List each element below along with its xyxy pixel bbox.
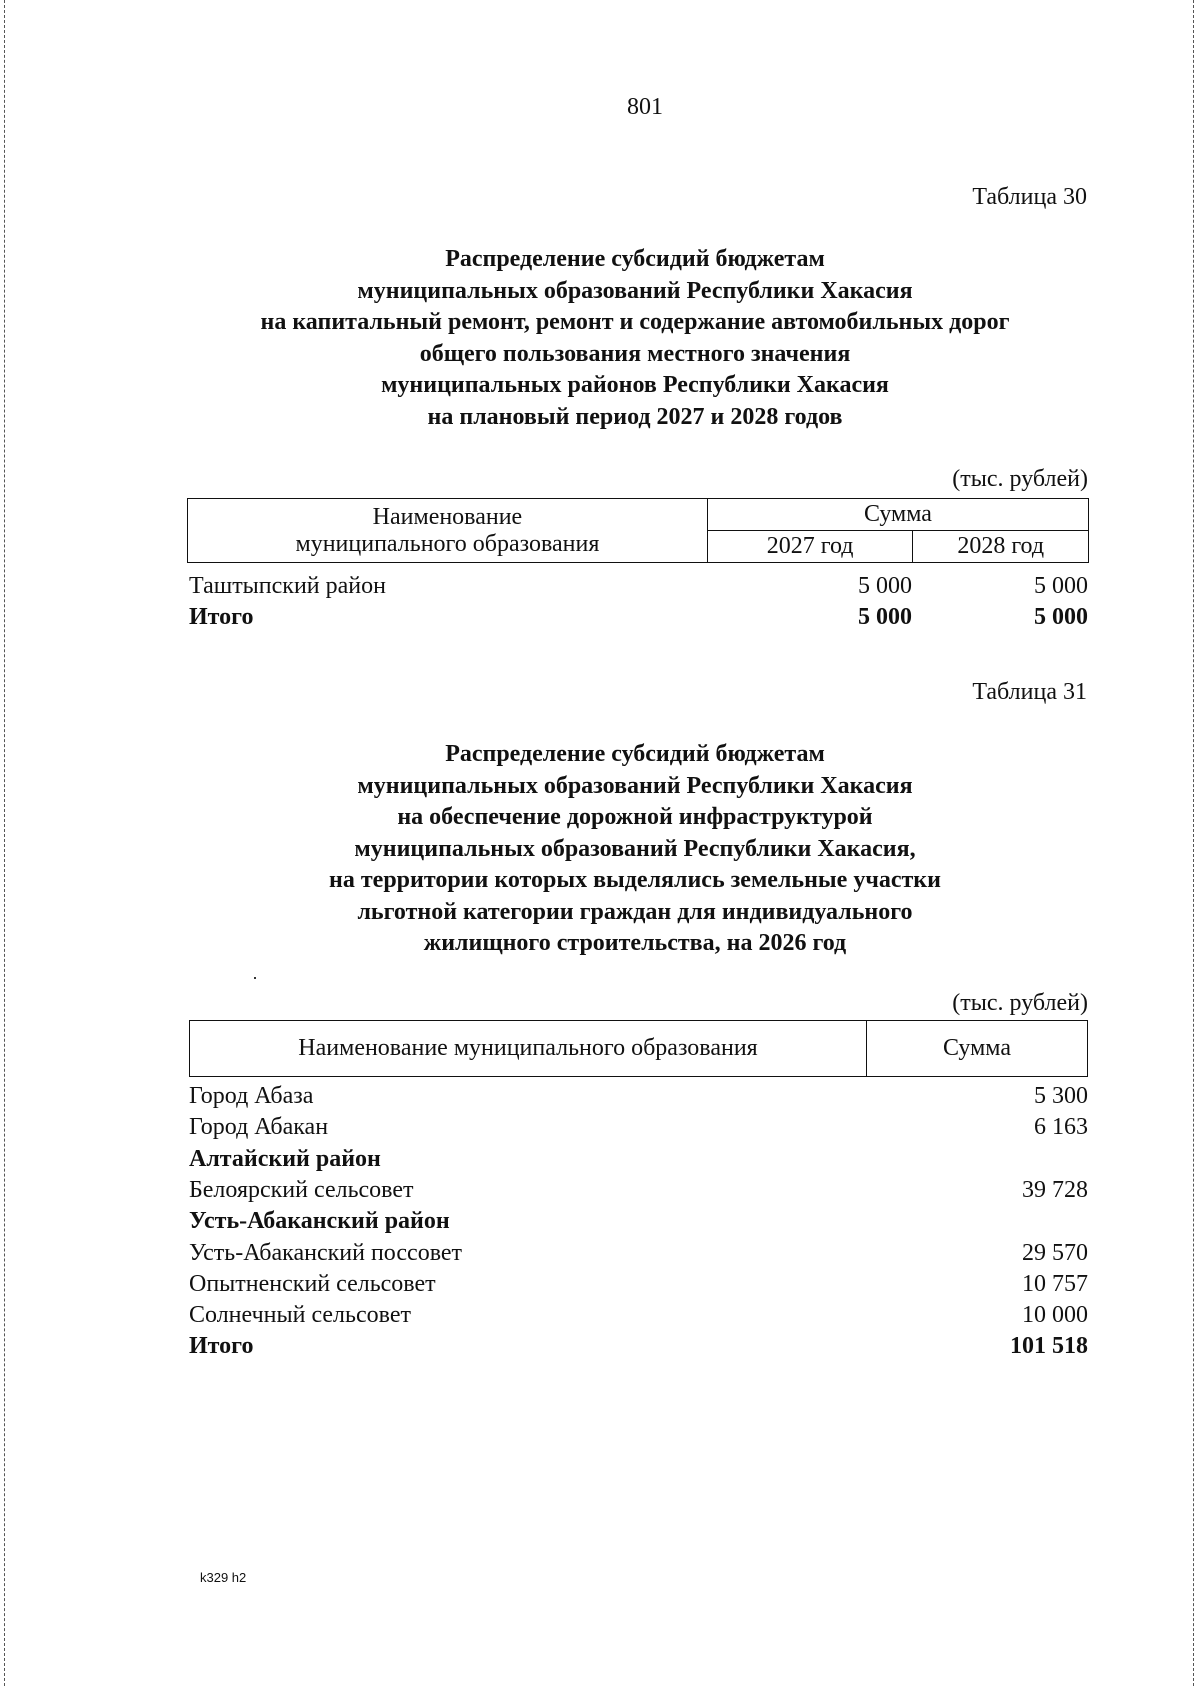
row-value: 10 000 <box>1022 1302 1088 1328</box>
header-name-line: муниципального образования <box>295 530 600 557</box>
row-value: 6 163 <box>1034 1114 1088 1140</box>
header-name-line: Наименование <box>372 503 523 530</box>
row-name: Таштыпский район <box>189 573 386 599</box>
footer-code: k329 h2 <box>200 1570 247 1585</box>
title-line: жилищного строительства, на 2026 год <box>423 930 847 956</box>
table-total-row <box>189 1331 1088 1362</box>
table-row <box>189 1081 1088 1112</box>
group-name: Алтайский район <box>189 1146 381 1172</box>
table-31-units: (тыс. рублей) <box>952 990 1088 1016</box>
table-group-row <box>189 1144 1088 1175</box>
header-sum-cell: Сумма <box>867 1021 1088 1077</box>
title-line: на территории которых выделялись земельные участки <box>329 867 941 893</box>
table-row <box>189 1112 1088 1143</box>
total-label: Итого <box>189 1333 254 1359</box>
table-row <box>189 1175 1088 1206</box>
title-line: на обеспечение дорожной инфраструктурой <box>397 804 873 830</box>
title-line: муниципальных образований Республики Хакасия, <box>354 835 916 862</box>
table-row <box>189 1238 1088 1269</box>
row-name: Город Абаза <box>189 1083 314 1109</box>
row-value-2027: 5 000 <box>858 573 912 599</box>
table-30-header <box>187 498 1089 563</box>
table-total-row <box>189 602 1088 633</box>
row-name: Усть-Абаканский поссовет <box>189 1240 463 1266</box>
header-name-cell: Наименование муниципального образования <box>190 1021 867 1077</box>
table-31-header <box>189 1020 1088 1077</box>
row-name: Город Абакан <box>189 1114 329 1140</box>
title-line: муниципальных районов Республики Хакасия <box>381 372 889 398</box>
table-30-units: (тыс. рублей) <box>952 466 1088 492</box>
table-row <box>189 1300 1088 1331</box>
header-year-2028: 2028 год <box>913 531 1089 563</box>
total-label: Итого <box>189 604 254 630</box>
page-edge-right <box>1193 0 1194 1686</box>
table-31-label: Таблица 31 <box>972 679 1087 705</box>
table-row <box>189 1269 1088 1300</box>
table-31-title <box>185 739 1085 960</box>
table-row <box>189 571 1088 602</box>
row-value: 5 300 <box>1034 1083 1088 1109</box>
title-line: Распределение субсидий бюджетам <box>445 246 825 272</box>
header-name-cell <box>188 499 708 563</box>
title-line: на капитальный ремонт, ремонт и содержание автомобильных дорог <box>260 309 1010 335</box>
page-edge-left <box>4 0 5 1686</box>
row-name: Солнечный сельсовет <box>189 1302 411 1328</box>
page-number: 801 <box>627 94 663 120</box>
table-30-title <box>185 244 1085 433</box>
table-30-label: Таблица 30 <box>972 184 1087 210</box>
group-name: Усть-Абаканский район <box>189 1208 450 1234</box>
title-line: Распределение субсидий бюджетам <box>445 741 825 767</box>
title-line: муниципальных образований Республики Хакасия <box>357 772 913 799</box>
total-value-2028: 5 000 <box>1034 604 1088 630</box>
row-value: 10 757 <box>1022 1271 1088 1297</box>
title-line: муниципальных образований Республики Хакасия <box>357 277 913 304</box>
scan-speck <box>254 977 256 979</box>
header-year-2027: 2027 год <box>707 531 913 563</box>
title-line: на плановый период 2027 и 2028 годов <box>427 403 843 430</box>
header-sum-cell: Сумма <box>707 499 1088 531</box>
row-value-2028: 5 000 <box>1034 573 1088 599</box>
total-value: 101 518 <box>1010 1333 1088 1359</box>
row-name: Белоярский сельсовет <box>189 1177 414 1203</box>
total-value-2027: 5 000 <box>858 604 912 630</box>
row-value: 39 728 <box>1022 1177 1088 1203</box>
table-group-row <box>189 1206 1088 1237</box>
row-name: Опытненский сельсовет <box>189 1271 436 1297</box>
title-line: общего пользования местного значения <box>419 340 851 367</box>
row-value: 29 570 <box>1022 1240 1088 1266</box>
title-line: льготной категории граждан для индивидуального <box>357 898 913 925</box>
